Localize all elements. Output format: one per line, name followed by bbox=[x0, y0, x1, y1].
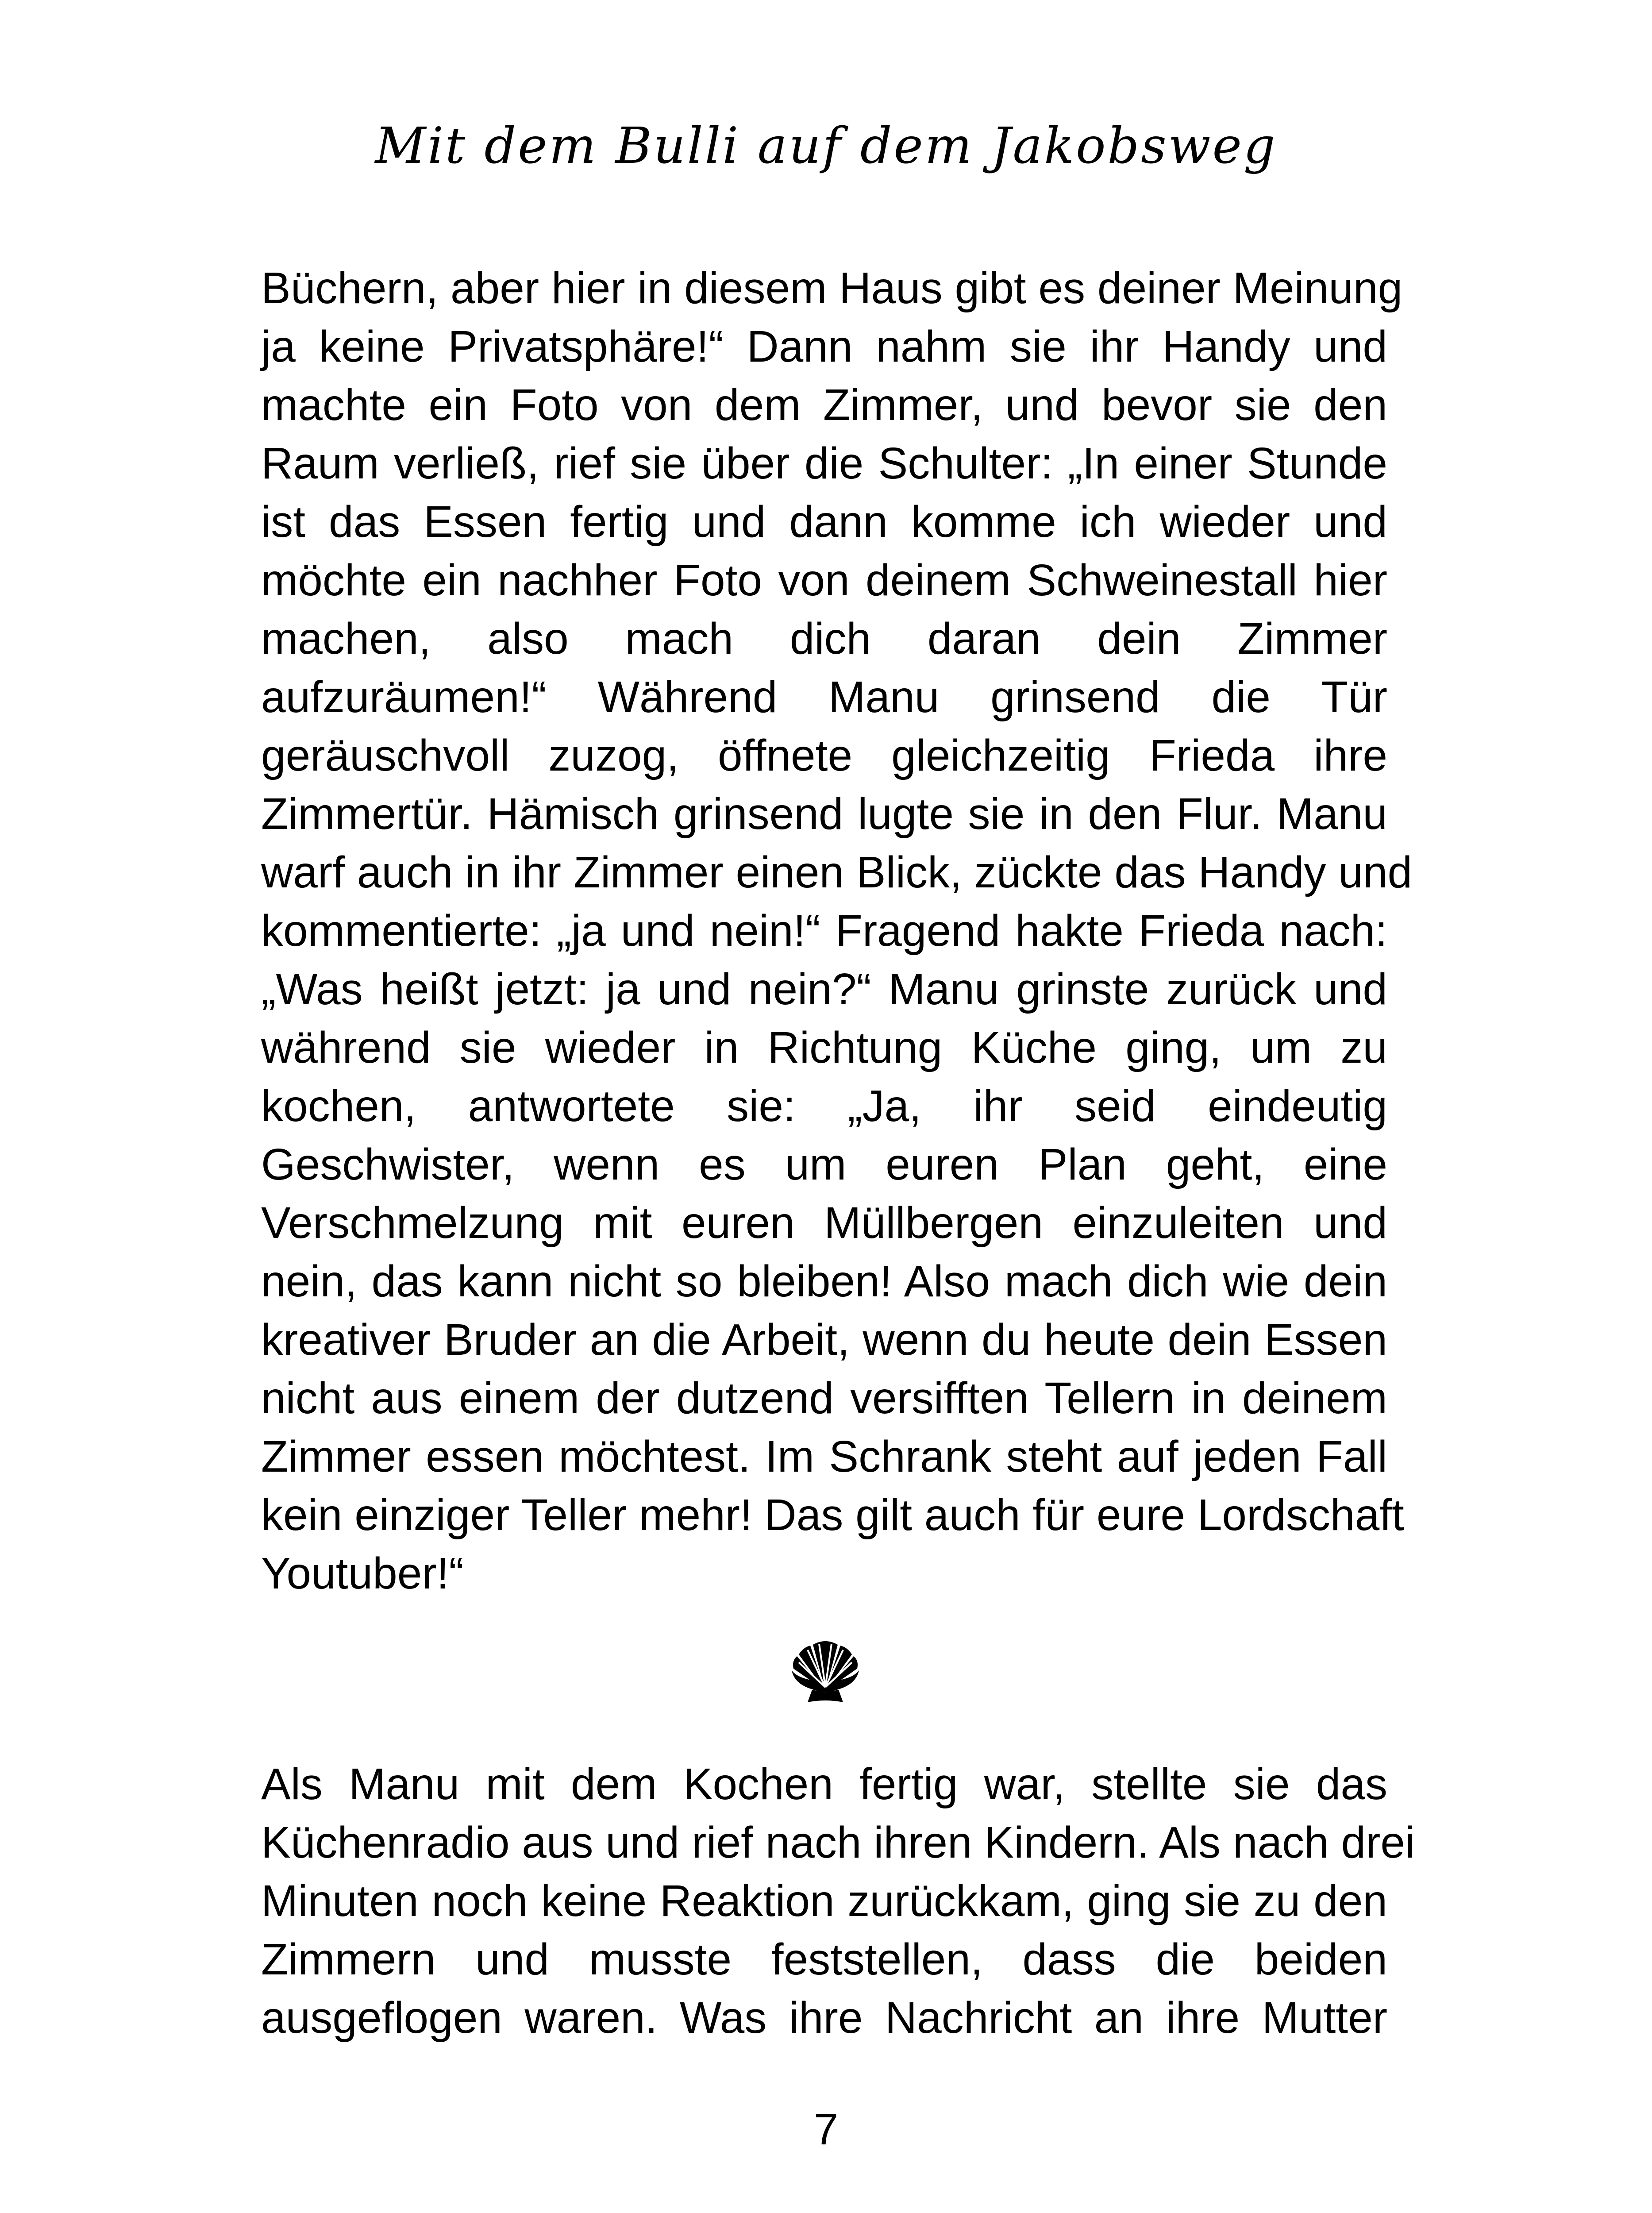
body-paragraph-1 bbox=[261, 259, 1413, 1603]
text-line: Youtuber!“ bbox=[261, 1549, 464, 1598]
text-line: aufzuräumen!“ Während Manu grinsend die Tür bbox=[261, 672, 1387, 722]
text-line: während sie wieder in Richtung Küche ging, um zu bbox=[261, 1023, 1387, 1072]
body-paragraph-2 bbox=[261, 1755, 1415, 2047]
text-line: Verschmelzung mit euren Müllbergen einzuleiten und bbox=[261, 1198, 1387, 1248]
text-line: Geschwister, wenn es um euren Plan geht, eine bbox=[261, 1140, 1387, 1189]
text-line: ausgeflogen waren. Was ihre Nachricht an ihre Mutter bbox=[261, 1993, 1387, 2043]
text-line: Büchern, aber hier in diesem Haus gibt es deiner Meinung bbox=[261, 263, 1403, 313]
running-header: Mit dem Bulli auf dem Jakobsweg bbox=[375, 117, 1277, 175]
text-line: geräuschvoll zuzog, öffnete gleichzeitig Frieda ihre bbox=[261, 731, 1387, 780]
page-number: 7 bbox=[813, 2105, 839, 2154]
text-line: Zimmertür. Hämisch grinsend lugte sie in den Flur. Manu bbox=[261, 789, 1387, 839]
text-line: kommentierte: „ja und nein!“ Fragend hakte Frieda nach: bbox=[261, 906, 1387, 956]
text-line: möchte ein nachher Foto von deinem Schweinestall hier bbox=[261, 555, 1387, 605]
text-line: Zimmern und musste feststellen, dass die beiden bbox=[261, 1935, 1387, 1984]
text-line: Küchenradio aus und rief nach ihren Kindern. Als nach drei bbox=[261, 1818, 1415, 1867]
scallop-shell-icon bbox=[786, 1638, 865, 1708]
text-line: „Was heißt jetzt: ja und nein?“ Manu grinste zurück und bbox=[261, 964, 1387, 1014]
text-line: kein einziger Teller mehr! Das gilt auch für eure Lordschaft bbox=[261, 1490, 1404, 1540]
text-line: warf auch in ihr Zimmer einen Blick, zückte das Handy und bbox=[261, 848, 1413, 897]
text-line: machen, also mach dich daran dein Zimmer bbox=[261, 614, 1387, 663]
text-line: Minuten noch keine Reaktion zurückkam, ging sie zu den bbox=[261, 1876, 1387, 1926]
text-line: kreativer Bruder an die Arbeit, wenn du heute dein Essen bbox=[261, 1315, 1387, 1365]
text-line: Als Manu mit dem Kochen fertig war, stellte sie das bbox=[261, 1759, 1387, 1809]
text-line: nein, das kann nicht so bleiben! Also mach dich wie dein bbox=[261, 1257, 1387, 1306]
text-line: nicht aus einem der dutzend versifften Tellern in deinem bbox=[261, 1373, 1387, 1423]
text-line: kochen, antwortete sie: „Ja, ihr seid eindeutig bbox=[261, 1081, 1387, 1131]
text-line: Zimmer essen möchtest. Im Schrank steht auf jeden Fall bbox=[261, 1432, 1387, 1481]
text-line: ja keine Privatsphäre!“ Dann nahm sie ihr Handy und bbox=[261, 322, 1387, 371]
text-line: Raum verließ, rief sie über die Schulter: „In einer Stunde bbox=[261, 439, 1387, 488]
text-line: machte ein Foto von dem Zimmer, und bevor sie den bbox=[261, 380, 1387, 430]
text-line: ist das Essen fertig und dann komme ich wieder und bbox=[261, 497, 1387, 547]
